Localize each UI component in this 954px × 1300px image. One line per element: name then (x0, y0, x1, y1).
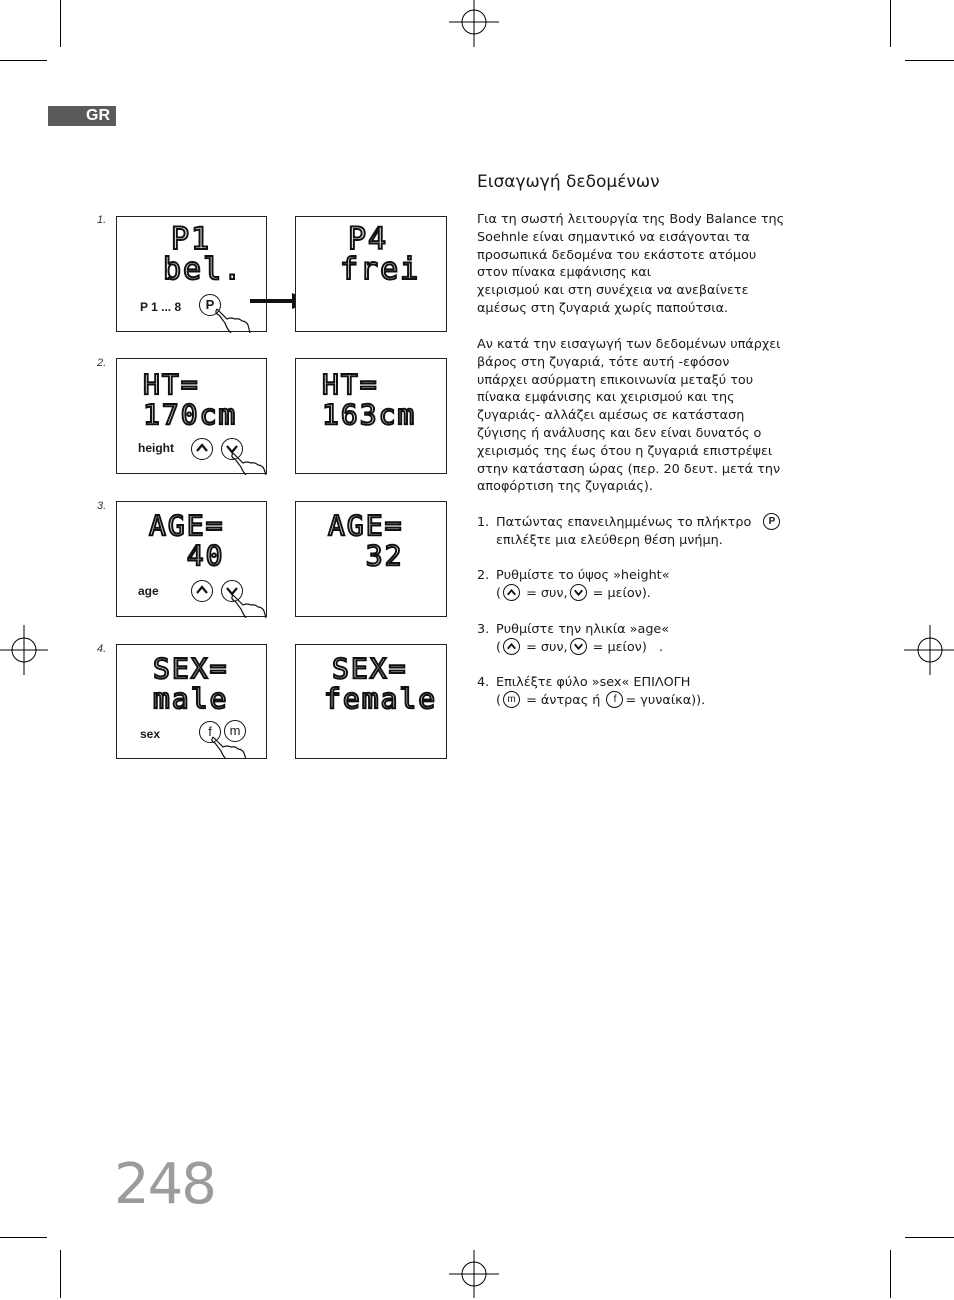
list-text: Ρυθμίστε το ύψος »height« (496, 568, 670, 583)
list-number: 1. (477, 515, 490, 530)
list-text: Πατώντας επανειλημμένως το πλήκτρο (496, 515, 752, 530)
hand-icon (211, 735, 251, 759)
lcd-line-1: SEX= (332, 652, 408, 685)
lcd-line-2: bel. (163, 252, 244, 287)
list-detail (477, 692, 705, 710)
lcd-display-after (295, 358, 447, 474)
lcd-line-2: 163cm (322, 398, 417, 431)
paren: ( (496, 585, 501, 601)
chevron-up-icon (196, 442, 208, 454)
p-button: P (199, 294, 221, 316)
lcd-line-2: 32 (328, 539, 404, 572)
male-text: = άντρας ή (522, 692, 605, 708)
lcd-line-2: frei (340, 252, 421, 287)
age-label: age (138, 584, 159, 598)
plus-text: = συν, (522, 585, 568, 601)
lcd-line-2: 170cm (143, 398, 238, 431)
text-line: πίνακα εμφάνισης και χειρισμού και της (477, 390, 735, 406)
text-line: ζυγαριάς- αλλάζει αμέσως σε κατάσταση (477, 408, 745, 424)
step-number: 4. (97, 643, 107, 655)
lcd-display-after (295, 216, 447, 332)
list-text: Επιλέξτε φύλο »sex« ΕΠΙΛΟΓΗ (496, 675, 691, 690)
lcd-line-1: HT= (143, 368, 200, 401)
step-number: 3. (97, 500, 107, 512)
p-key-icon: P (763, 513, 780, 530)
list-text: Ρυθμίστε την ηλικία »age« (496, 622, 670, 637)
step-number: 1. (97, 214, 107, 226)
lcd-display-before (116, 644, 267, 759)
list-item (477, 621, 669, 657)
text-line: χειρισμού και στη συνέχεια να ανεβαίνετε (477, 283, 749, 299)
text-line: Για τη σωστή λειτουργία της Body Balance της (477, 212, 785, 227)
hand-icon (231, 451, 267, 475)
lcd-line-2: 40 (149, 539, 225, 572)
hand-icon (215, 307, 251, 333)
male-button: m (224, 720, 246, 742)
female-key-icon: f (606, 691, 623, 708)
registration-mark-right (904, 625, 954, 675)
list-item (477, 567, 670, 603)
minus-text: = μείον). (588, 585, 651, 601)
lcd-display-before (116, 501, 267, 617)
lcd-line-1: SEX= (153, 652, 229, 685)
paren: ( (496, 639, 501, 655)
section-heading: Εισαγωγή δεδομένων (477, 172, 660, 192)
text-line: αμέσως στη ζυγαριά χωρίς παπούτσια. (477, 300, 729, 316)
registration-mark-bottom (449, 1250, 499, 1300)
text-line: στην κατάσταση ώρας (περ. 20 δευτ. μετά την (477, 461, 781, 477)
lcd-line-2: male (153, 682, 229, 715)
chevron-up-icon (196, 584, 208, 596)
text-line: Αν κατά την εισαγωγή των δεδομένων υπάρχει (477, 337, 781, 352)
list-number: 4. (477, 675, 490, 690)
registration-mark-top (449, 0, 499, 50)
text-line: προσωπικά δεδομένα του εκάστοτε ατόμου (477, 247, 757, 263)
crop-mark (0, 1237, 47, 1238)
female-text: = γυναίκα)). (625, 692, 706, 708)
language-tab (48, 106, 116, 126)
list-item (477, 514, 782, 550)
intro-paragraph (477, 211, 807, 318)
memory-range-label: P 1 ... 8 (140, 300, 182, 314)
up-button (191, 580, 213, 602)
text-line: αποφόρτιση της ζυγαριάς). (477, 479, 653, 495)
chevron-up-icon (503, 638, 520, 655)
lcd-line-1: P4 (348, 222, 389, 257)
plus-text: = συν, (522, 639, 568, 655)
lcd-line-1: HT= (322, 368, 379, 401)
list-number: 2. (477, 568, 490, 583)
lcd-line-1: AGE= (149, 509, 225, 542)
female-button: f (199, 721, 221, 743)
list-item (477, 674, 705, 710)
crop-mark (905, 1237, 954, 1238)
crop-mark (890, 0, 891, 47)
lcd-line-1: AGE= (328, 509, 404, 542)
registration-mark-left (0, 625, 50, 675)
height-label: height (138, 441, 174, 455)
minus-text: = μείον) . (588, 639, 664, 655)
step-number: 2. (97, 357, 107, 369)
text-line: υπάρχει ασύρματη επικοινωνία μεταξύ του (477, 372, 754, 388)
up-button (191, 438, 213, 460)
list-number: 3. (477, 622, 490, 637)
lcd-display-before (116, 358, 267, 474)
list-detail (477, 639, 669, 657)
lcd-display-after (295, 501, 447, 617)
list-detail (477, 585, 670, 603)
crop-mark (890, 1250, 891, 1298)
text-line: ζύγισης ή ανάλυσης και δεν είναι δυνατός ο (477, 425, 762, 441)
crop-mark (60, 1250, 61, 1298)
hand-icon (231, 593, 267, 618)
lcd-display-after (295, 644, 447, 759)
chevron-down-icon (570, 638, 587, 655)
language-code: GR (86, 107, 110, 124)
chevron-up-icon (503, 584, 520, 601)
text-line: Soehnle είναι σημαντικό να εισάγονται τα (477, 229, 750, 245)
page-number: 248 (114, 1152, 215, 1217)
warning-paragraph (477, 336, 807, 496)
paren: ( (496, 692, 501, 708)
list-text: επιλέξτε μια ελεύθερη θέση μνήμη. (496, 532, 723, 548)
crop-mark (60, 0, 61, 47)
crop-mark (905, 60, 954, 61)
sex-label: sex (140, 727, 161, 741)
text-line: στον πίνακα εμφάνισης και (477, 265, 652, 281)
crop-mark (0, 60, 47, 61)
lcd-display-before (116, 216, 267, 332)
lcd-line-1: P1 (171, 222, 212, 257)
text-line: χειρισμός της έως ότου η ζυγαριά επιστρέψει (477, 443, 773, 459)
lcd-line-2: female (324, 682, 438, 715)
male-key-icon: m (503, 691, 520, 708)
text-line: βάρος στη ζυγαριά, τότε αυτή -εφόσον (477, 354, 730, 370)
chevron-down-icon (570, 584, 587, 601)
